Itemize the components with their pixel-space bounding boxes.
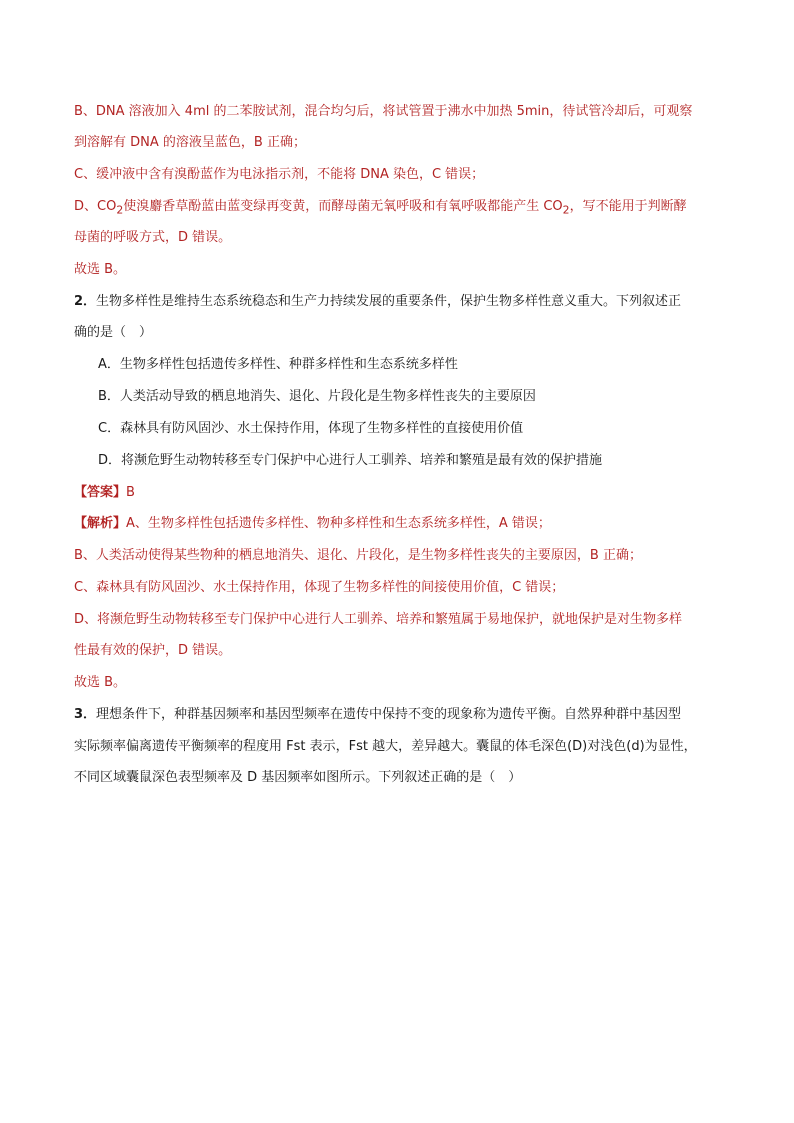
co2-subscript: 2 [562,203,570,217]
explanation-d-text-b: 使溴麝香草酚蓝由蓝变绿再变黄，而酵母菌无氧呼吸和有氧呼吸都能产生 CO [123,199,563,214]
explanation-d-text-a: D、CO [74,199,117,214]
explanation-b-line2: 到溶解有 DNA 的溶液呈蓝色，B 正确； [74,135,306,150]
analysis-d-line2: 性最有效的保护，D 错误。 [74,643,232,658]
question-3-stem-line2: 实际频率偏离遗传平衡频率的程度用 Fst 表示，Fst 越大，差异越大。囊鼠的体毛深色(D)对浅色(d)为显性， [74,739,697,754]
question-2-stem-line2: 确的是（ ） [74,325,153,340]
explanation-d-text-c: ，写不能用于判断酵 [569,199,687,214]
analysis-c-line: C、森林具有防风固沙、水土保持作用，体现了生物多样性的间接使用价值，C 错误； [74,580,565,595]
explanation-d-line2: 母菌的呼吸方式，D 错误。 [74,230,232,245]
answer-value: B [126,485,135,500]
question-number: 3． [74,707,97,722]
analysis-b-line: B、人类活动使得某些物种的栖息地消失、退化、片段化，是生物多样性丧失的主要原因，B 正确； [74,548,642,563]
analysis-a-line [74,514,551,534]
question-2-stem-line1 [74,292,681,312]
question-3-stem-line1 [74,705,681,725]
answer-line [74,483,135,503]
answer-label: 【答案】 [74,485,127,500]
analysis-d-line1: D、将濒危野生动物转移至专门保护中心进行人工驯养、培养和繁殖属于易地保护，就地保护是对生物多样 [74,612,683,627]
explanation-c-line: C、缓冲液中含有溴酚蓝作为电泳指示剂，不能将 DNA 染色，C 错误； [74,167,485,182]
question-number: 2． [74,294,97,309]
option-d: D．将濒危野生动物转移至专门保护中心进行人工驯养、培养和繁殖是最有效的保护措施 [98,453,603,468]
explanation-b-line1: B、DNA 溶液加入 4ml 的二苯胺试剂，混合均匀后，将试管置于沸水中加热 5min，待试管冷却后，可观察 [74,104,693,119]
question-3-stem-text: 理想条件下，种群基因频率和基因型频率在遗传中保持不变的现象称为遗传平衡。自然界种群中基因型 [96,707,682,722]
option-b: B．人类活动导致的栖息地消失、退化、片段化是生物多样性丧失的主要原因 [98,389,536,404]
co2-subscript: 2 [116,203,124,217]
conclusion-q1: 故选 B。 [74,262,127,277]
explanation-d-line1 [74,197,687,221]
conclusion-q2: 故选 B。 [74,675,127,690]
analysis-label: 【解析】 [74,516,127,531]
analysis-a-text: A、生物多样性包括遗传多样性、物种多样性和生态系统多样性，A 错误； [126,516,551,531]
question-2-stem-text: 生物多样性是维持生态系统稳态和生产力持续发展的重要条件，保护生物多样性意义重大。下列叙述正 [96,294,682,309]
question-3-stem-line3: 不同区域囊鼠深色表型频率及 D 基因频率如图所示。下列叙述正确的是（ ） [74,770,522,785]
option-a: A．生物多样性包括遗传多样性、种群多样性和生态系统多样性 [98,357,458,372]
option-c: C．森林具有防风固沙、水土保持作用，体现了生物多样性的直接使用价值 [98,421,524,436]
